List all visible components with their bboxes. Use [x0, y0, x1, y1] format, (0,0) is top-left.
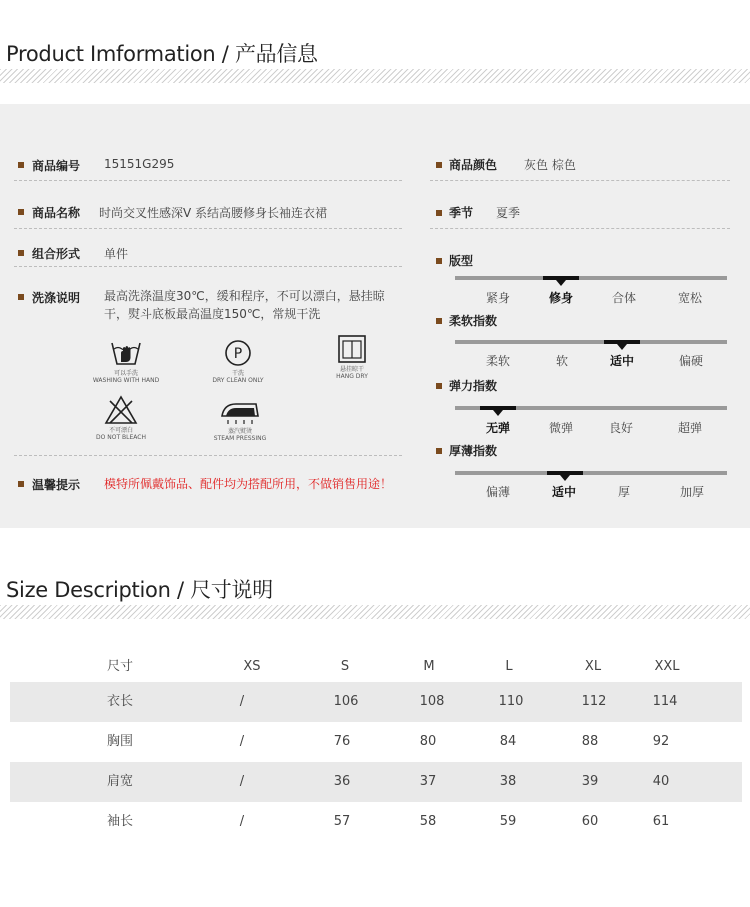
bullet-icon [436, 210, 442, 216]
divider [14, 455, 402, 456]
table-row [10, 682, 742, 722]
table-cell: 88 [581, 734, 599, 749]
table-cell: 胸围 [106, 734, 133, 749]
table-cell: 110 [498, 694, 524, 709]
thickness-scale-track [455, 471, 727, 475]
softness-scale-marker [604, 340, 640, 344]
header-cell: XXL [654, 659, 680, 674]
table-cell: / [239, 694, 245, 709]
table-cell: 袖长 [106, 814, 133, 829]
table-cell: 76 [333, 734, 351, 749]
no-bleach-icon: 不可漂白 DO NOT BLEACH [91, 395, 151, 441]
table-cell: 衣长 [106, 694, 133, 709]
header-cell: M [423, 659, 435, 674]
dry-clean-icon: P 干洗 DRY CLEAN ONLY [208, 338, 268, 384]
header-cell: XS [243, 659, 261, 674]
elasticity-option: 良好 [608, 421, 633, 435]
table-row [10, 802, 742, 842]
thickness-option: 加厚 [679, 485, 704, 499]
elasticity-scale-label: 弹力指数 [449, 379, 498, 393]
fit-scale-label: 版型 [449, 254, 474, 268]
elasticity-option: 超弹 [677, 421, 702, 435]
size-table-header [10, 652, 742, 682]
table-cell: 57 [333, 814, 351, 829]
color-label: 商品颜色 [449, 158, 498, 172]
hang-dry-icon: 悬挂晾干 HANG DRY [322, 334, 382, 380]
softness-scale-label: 柔软指数 [449, 314, 498, 328]
fit-option: 宽松 [677, 291, 702, 305]
table-row [10, 762, 742, 802]
table-cell: 61 [652, 814, 670, 829]
product-name-value: 时尚交叉性感深V 系结高腰修身长袖连衣裙 [99, 206, 328, 220]
bullet-icon [18, 250, 24, 256]
steam-iron-icon: 蒸汽熨烫 STEAM PRESSING [210, 398, 270, 442]
bullet-icon [436, 162, 442, 168]
season-value: 夏季 [496, 206, 521, 220]
table-cell: 112 [581, 694, 607, 709]
product-code-label: 商品编号 [32, 159, 81, 173]
table-cell: 肩宽 [106, 774, 133, 789]
hand-wash-icon: 可以手洗 WASHING WITH HAND [96, 338, 156, 384]
fit-scale-track [455, 276, 727, 280]
divider [14, 228, 402, 229]
elasticity-option-selected: 无弹 [485, 421, 510, 435]
bullet-icon [436, 318, 442, 324]
fit-scale-marker [543, 276, 579, 280]
product-code-value: 15151G295 [104, 157, 175, 171]
divider [14, 180, 402, 181]
fit-option: 合体 [611, 291, 636, 305]
fit-option-selected: 修身 [548, 291, 573, 305]
thickness-scale-label: 厚薄指数 [449, 444, 498, 458]
product-section-title: Product Imformation / 产品信息 [6, 42, 318, 66]
header-cell: 尺寸 [106, 659, 133, 674]
thickness-scale-marker [547, 471, 583, 475]
softness-option: 柔软 [485, 354, 510, 368]
combo-form-value: 单件 [104, 247, 129, 261]
bullet-icon [18, 162, 24, 168]
season-label: 季节 [449, 206, 474, 220]
softness-option-selected: 适中 [609, 354, 634, 368]
svg-text:P: P [233, 346, 243, 362]
divider [14, 266, 402, 267]
divider [430, 228, 730, 229]
table-cell: 37 [419, 774, 437, 789]
softness-option: 软 [555, 354, 568, 368]
size-section-title: Size Description / 尺寸说明 [6, 578, 273, 602]
bullet-icon [436, 258, 442, 264]
table-cell: 39 [581, 774, 599, 789]
color-value: 灰色 棕色 [524, 158, 576, 172]
table-cell: 38 [499, 774, 517, 789]
thickness-option: 偏薄 [485, 485, 510, 499]
table-cell: 108 [419, 694, 445, 709]
table-row [10, 722, 742, 762]
notice-label: 温馨提示 [32, 478, 81, 492]
table-cell: / [239, 814, 245, 829]
bullet-icon [436, 383, 442, 389]
table-cell: 58 [419, 814, 437, 829]
elasticity-scale-marker [480, 406, 516, 410]
table-cell: 40 [652, 774, 670, 789]
elasticity-option: 微弹 [548, 421, 573, 435]
table-cell: 80 [419, 734, 437, 749]
softness-scale-track [455, 340, 727, 344]
size-table [10, 652, 742, 842]
combo-form-label: 组合形式 [32, 247, 81, 261]
title-hatch-divider [0, 605, 750, 619]
bullet-icon [436, 448, 442, 454]
product-name-label: 商品名称 [32, 206, 81, 220]
wash-instructions-value: 最高洗涤温度30℃，缓和程序，不可以漂白，悬挂晾干，熨斗底板最高温度150℃，常规干洗 [104, 289, 385, 321]
table-cell: / [239, 774, 245, 789]
thickness-option: 厚 [617, 485, 630, 499]
table-cell: 114 [652, 694, 678, 709]
table-cell: 106 [333, 694, 359, 709]
bullet-icon [18, 209, 24, 215]
softness-option: 偏硬 [678, 354, 703, 368]
table-cell: 59 [499, 814, 517, 829]
table-cell: 60 [581, 814, 599, 829]
fit-option: 紧身 [485, 291, 510, 305]
table-cell: 84 [499, 734, 517, 749]
table-cell: 36 [333, 774, 351, 789]
table-cell: 92 [652, 734, 670, 749]
header-cell: S [340, 659, 350, 674]
bullet-icon [18, 481, 24, 487]
wash-instructions-label: 洗涤说明 [32, 291, 81, 305]
bullet-icon [18, 294, 24, 300]
table-cell: / [239, 734, 245, 749]
thickness-option-selected: 适中 [551, 485, 576, 499]
header-cell: L [505, 659, 513, 674]
title-hatch-divider [0, 69, 750, 83]
header-cell: XL [584, 659, 602, 674]
notice-value: 模特所佩戴饰品、配件均为搭配所用，不做销售用途！ [104, 477, 393, 491]
divider [430, 180, 730, 181]
